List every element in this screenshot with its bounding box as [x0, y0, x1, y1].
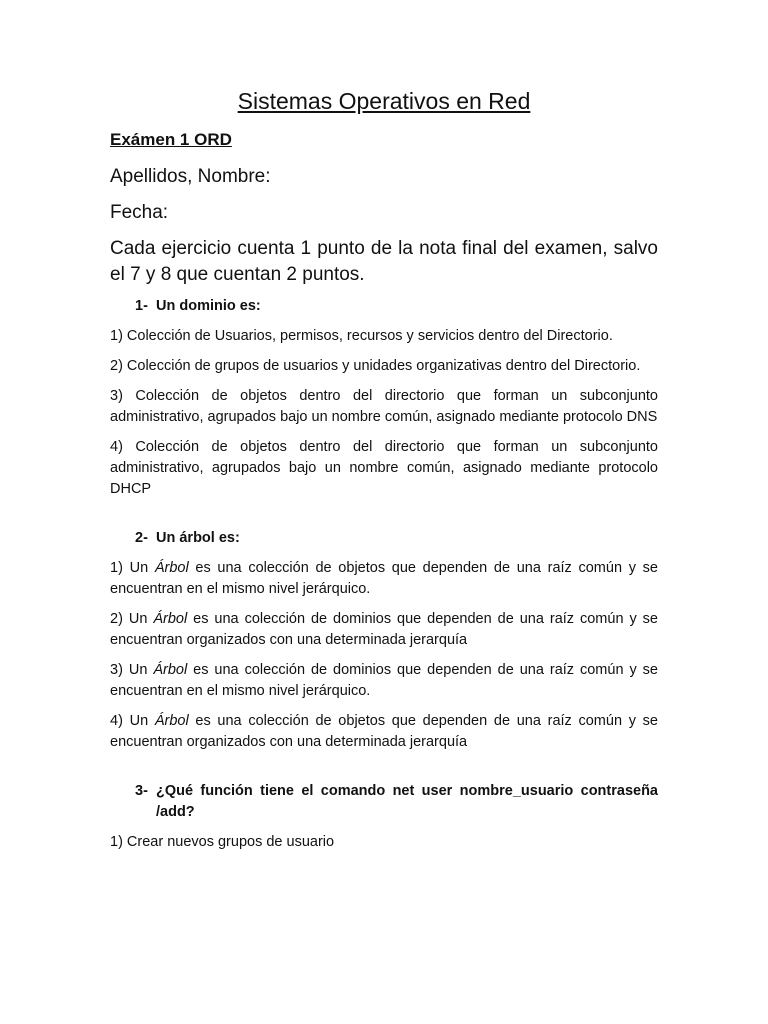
question-1-text: Un dominio es: — [156, 298, 261, 314]
q1-option-3: 3) Colección de objetos dentro del directorio que forman un subconjunto administrativo, agrupados bajo un nombre común, asignado mediante protocolo DNS — [110, 388, 658, 425]
spacer — [110, 509, 658, 528]
q2-option-4: 4) Un Árbol es una colección de objetos que dependen de una raíz común y se encuentran organizados con una determinada jerarquía — [110, 713, 658, 750]
keyword-arbol: Árbol — [154, 560, 189, 576]
spacer — [110, 762, 658, 781]
question-2 — [110, 528, 658, 549]
q1-option-4: 4) Colección de objetos dentro del directorio que forman un subconjunto administrativo, agrupados bajo un nombre común, asignado mediante protocolo DHCP — [110, 439, 658, 497]
q2-option-3: 3) Un Árbol es una colección de dominios que dependen de una raíz común y se encuentran en el mismo nivel jerárquico. — [110, 662, 658, 699]
q2-option-1: 1) Un Árbol es una colección de objetos que dependen de una raíz común y se encuentran en el mismo nivel jerárquico. — [110, 560, 658, 597]
instructions-text: Cada ejercicio cuenta 1 punto de la nota final del examen, salvo el 7 y 8 que cuentan 2 puntos. — [110, 238, 658, 285]
question-3-text: ¿Qué función tiene el comando net user nombre_usuario contraseña /add? — [156, 783, 658, 820]
fecha-label: Fecha: — [110, 202, 169, 223]
keyword-arbol: Árbol — [153, 662, 188, 678]
q1-option-1: 1) Colección de Usuarios, permisos, recursos y servicios dentro del Directorio. — [110, 328, 613, 344]
question-2-number: 2- — [135, 530, 148, 546]
question-1-number: 1- — [135, 298, 148, 314]
question-2-text: Un árbol es: — [156, 530, 240, 546]
exam-page — [110, 86, 658, 862]
question-3-number: 3- — [135, 783, 148, 799]
question-3 — [110, 781, 658, 823]
exam-heading: Exámen 1 ORD — [110, 130, 232, 149]
question-1 — [110, 296, 658, 317]
q3-option-1: 1) Crear nuevos grupos de usuario — [110, 834, 335, 850]
document-title: Sistemas Operativos en Red — [237, 88, 531, 114]
apellidos-label: Apellidos, Nombre: — [110, 166, 271, 187]
q2-option-2: 2) Un Árbol es una colección de dominios que dependen de una raíz común y se encuentran organizados con una determinada jerarquía — [110, 611, 658, 648]
keyword-arbol: Árbol — [153, 611, 188, 627]
keyword-arbol: Árbol — [154, 713, 189, 729]
q1-option-2: 2) Colección de grupos de usuarios y unidades organizativas dentro del Directorio. — [110, 358, 641, 374]
